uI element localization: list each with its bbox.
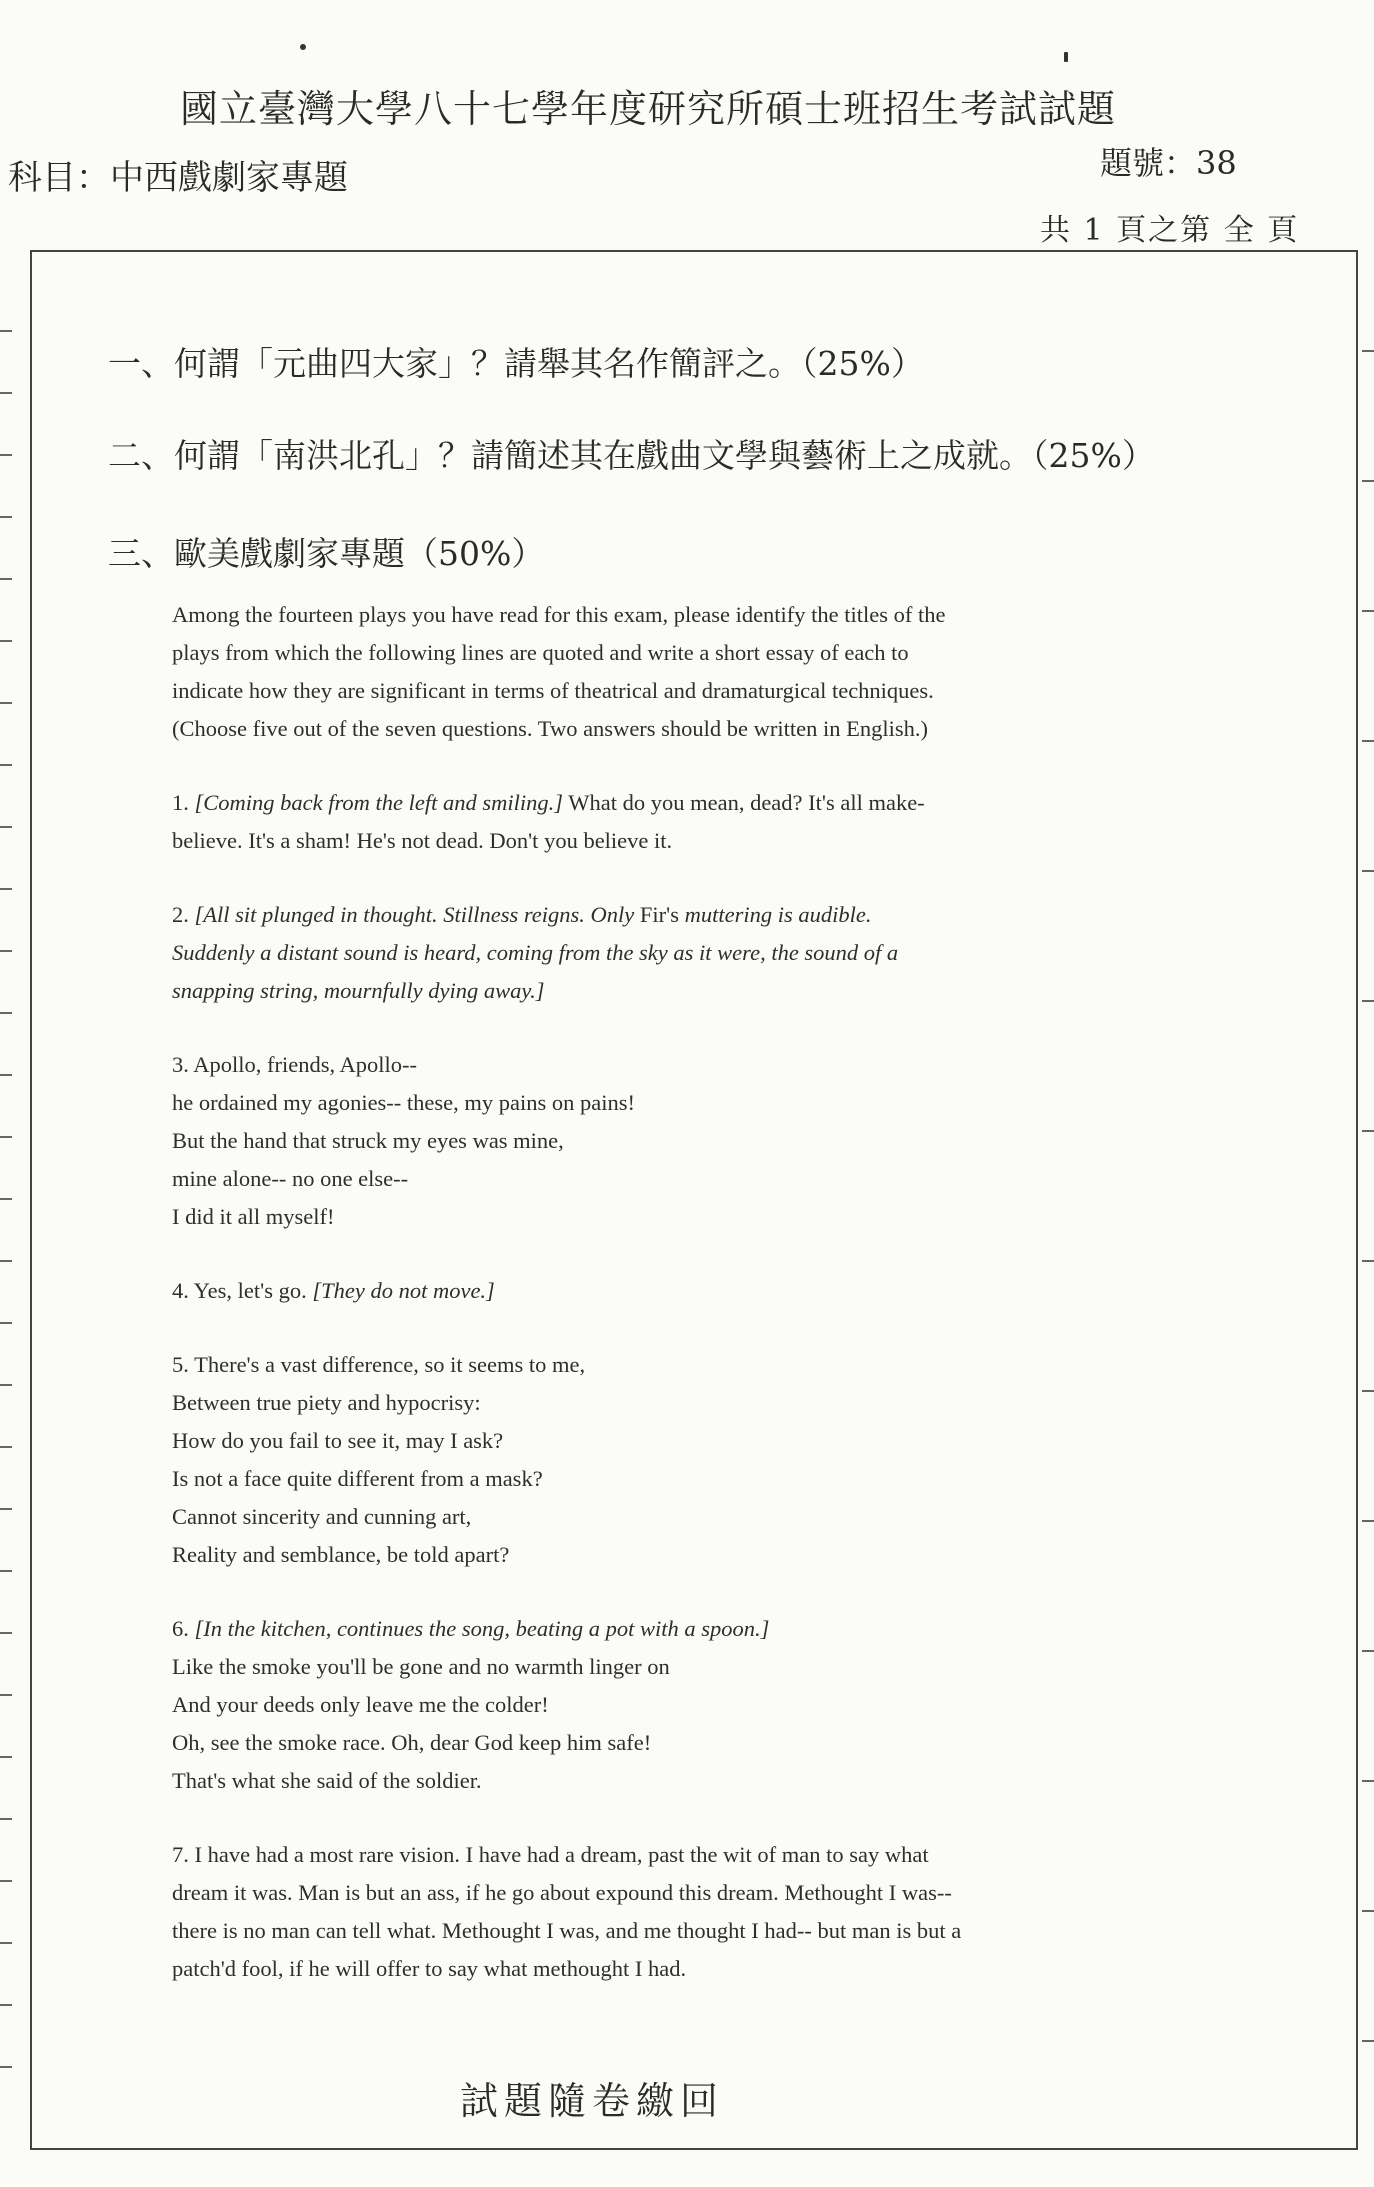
quote-line: 7. I have had a most rare vision. I have had a dream, past the wit of man to say what [172,1842,929,1867]
quote-5 [172,1346,1072,1574]
quote-line: mine alone-- no one else-- [172,1166,409,1191]
stage-direction: muttering is audible. [684,902,872,927]
stage-direction: [All sit plunged in thought. Stillness reigns. Only [194,902,635,927]
quote-3 [172,1046,1072,1236]
quote-line: he ordained my agonies-- these, my pains on pains! [172,1090,636,1115]
question-3-chinese: 三、歐美戲劇家專題（50%） [108,534,545,573]
page-count: 共 1 頁之第 全 頁 [1040,213,1300,248]
quote-number: 1. [172,790,189,815]
page-title: 國立臺灣大學八十七學年度研究所碩士班招生考試試題 [180,87,1117,131]
quote-1 [172,784,1072,860]
quote-number: 6. [172,1616,189,1641]
quote-line: 3. Apollo, friends, Apollo-- [172,1052,417,1077]
english-section [172,596,1072,1988]
stage-direction: snapping string, mournfully dying away.] [172,978,545,1003]
right-margin-ticks [1362,250,1374,2150]
quote-line: 5. There's a vast difference, so it seems to me, [172,1352,586,1377]
question-1-chinese: 一、何謂「元曲四大家」？請舉其名作簡評之。（25%） [108,344,924,383]
quote-number: 2. [172,902,189,927]
quote-line: And your deeds only leave me the colder! [172,1692,549,1717]
quote-line: I did it all myself! [172,1204,335,1229]
question-2-chinese: 二、何謂「南洪北孔」？請簡述其在戲曲文學與藝術上之成就。（25%） [108,436,1155,475]
quote-text: What do you mean, dead? It's all make- [568,790,925,815]
footer-note: 試題隨卷繳回 [460,2079,725,2123]
stage-direction: [Coming back from the left and smiling.] [194,790,564,815]
quote-line: That's what she said of the soldier. [172,1768,482,1793]
quote-2 [172,896,1072,1010]
character-name: Fir's [639,902,679,927]
quote-line: Between true piety and hypocrisy: [172,1390,481,1415]
quote-text: 4. Yes, let's go. [172,1278,307,1303]
instruction-line: (Choose five out of the seven questions. Two answers should be written in English.) [172,716,929,741]
quote-line: Reality and semblance, be told apart? [172,1542,510,1567]
quote-6 [172,1610,1072,1800]
quote-line: dream it was. Man is but an ass, if he go about expound this dream. Methought I was-- [172,1880,952,1905]
quote-line: believe. It's a sham! He's not dead. Don't you believe it. [172,828,673,853]
instructions [172,596,1072,748]
quote-line: But the hand that struck my eyes was mine, [172,1128,564,1153]
quote-line: How do you fail to see it, may I ask? [172,1428,504,1453]
exam-subject: 科目：中西戲劇家專題 [8,158,348,198]
instruction-line: plays from which the following lines are quoted and write a short essay of each to [172,640,909,665]
scan-speck [1064,52,1068,62]
quote-4 [172,1272,1072,1310]
quote-line: Like the smoke you'll be gone and no warmth linger on [172,1654,670,1679]
instruction-line: indicate how they are significant in terms of theatrical and dramaturgical techniques. [172,678,934,703]
stage-direction: [In the kitchen, continues the song, beating a pot with a spoon.] [194,1616,770,1641]
left-margin-ticks [0,250,12,2150]
quote-7 [172,1836,1072,1988]
quote-line: Oh, see the smoke race. Oh, dear God keep him safe! [172,1730,652,1755]
instruction-line: Among the fourteen plays you have read for this exam, please identify the titles of the [172,602,946,627]
quote-line: there is no man can tell what. Methought I was, and me thought I had-- but man is but a [172,1918,962,1943]
quote-line: patch'd fool, if he will offer to say what methought I had. [172,1956,687,1981]
stage-direction: Suddenly a distant sound is heard, coming from the sky as it were, the sound of a [172,940,899,965]
quote-line: Cannot sincerity and cunning art, [172,1504,472,1529]
question-number: 題號：38 [1100,144,1237,182]
stage-direction: [They do not move.] [312,1278,495,1303]
scan-speck [300,44,306,50]
quote-line: Is not a face quite different from a mask? [172,1466,543,1491]
